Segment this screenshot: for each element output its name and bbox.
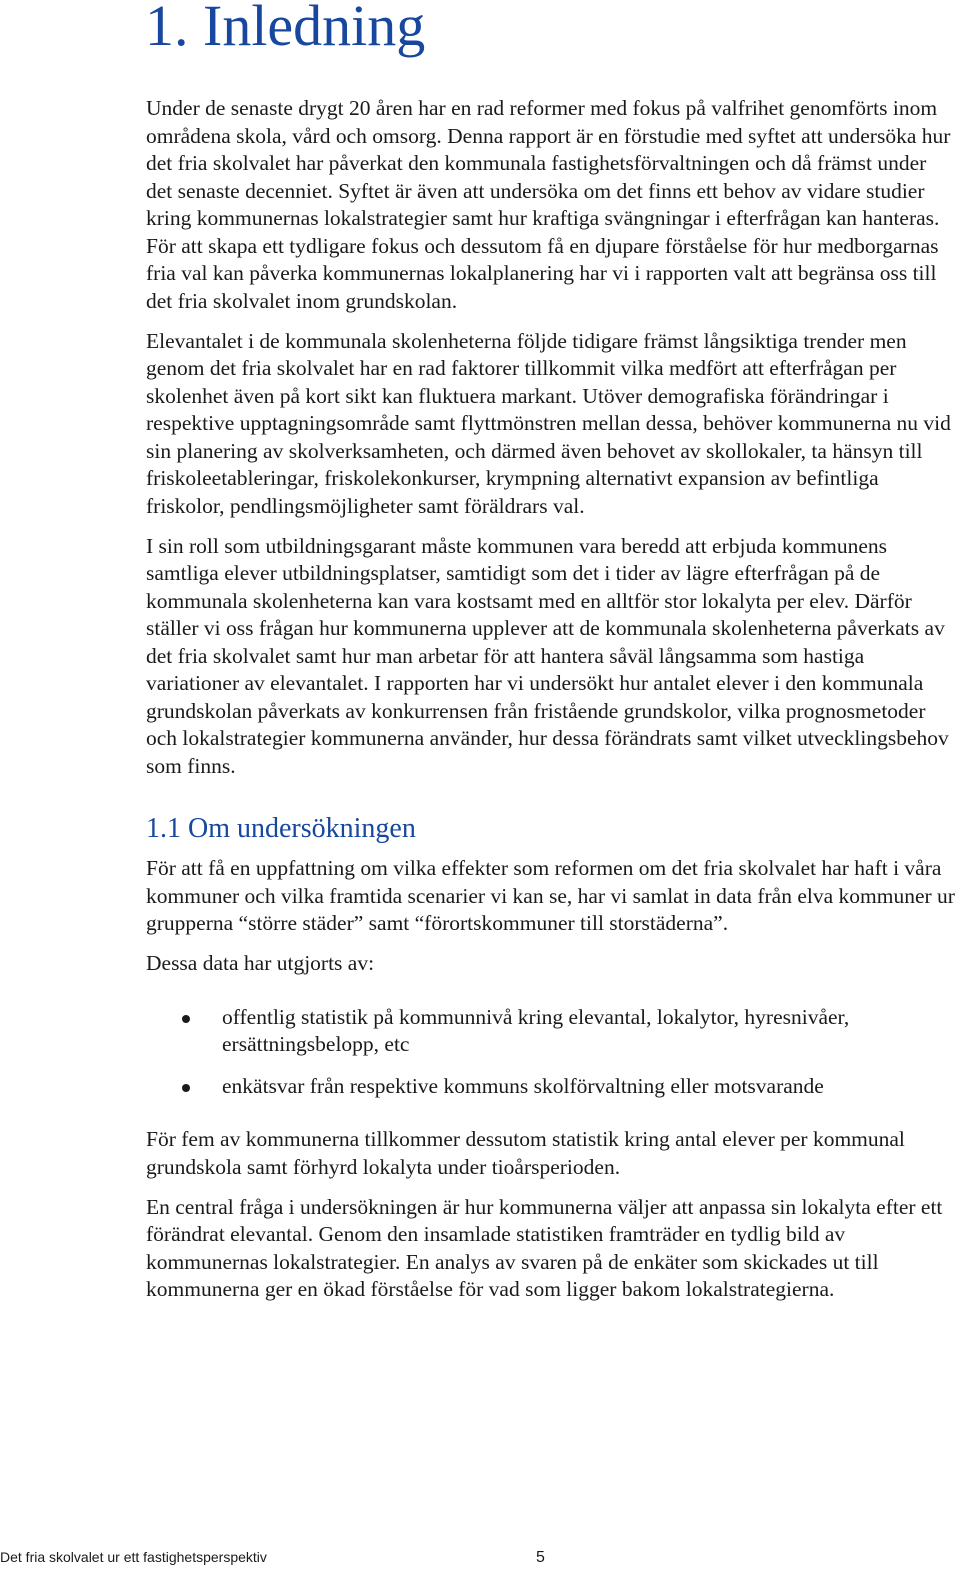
section-paragraph-4: En central fråga i undersökningen är hur kommunerna väljer att anpassa sin lokalyta efter ett förändrat elevantal. Genom den insamlade statistiken framträder en tydlig bild av kommunernas lokalstrategier. En analys av svaren på de enkäter som skickades ut till kommunerna ger en ökad förståelse för vad som ligger bakom lokalstrategierna. <box>146 1194 943 1301</box>
list-item-text: enkätsvar från respektive kommuns skolförvaltning eller motsvarande <box>222 1073 824 1098</box>
list-item <box>146 1004 956 1059</box>
intro-paragraph-2: Elevantalet i de kommunala skolenheterna följde tidigare främst långsiktiga trender men genom det fria skolvalet har en rad faktorer tillkommit vilka medfört att efterfrågan per skolenhet även på kort sikt kan fluktuera markant. Utöver demografiska förändringar i respektive upptagningsområde samt flyttmönstren mellan dessa, behöver kommunerna nu vid sin planering av skolverksamheten, och därmed även behovet av skollokaler, ta hänsyn till friskoleetableringar, friskolekonkurser, krympning alternativt expansion av befintliga friskolor, pendlingsmöjligheter samt föräldrars val. <box>146 328 951 518</box>
body-content <box>146 95 956 1316</box>
section-paragraph-3: För fem av kommunerna tillkommer dessutom statistik kring antal elever per kommunal grundskola samt förhyrd lokalyta under tioårsperioden. <box>146 1127 905 1179</box>
list-item-text: offentlig statistik på kommunnivå kring elevantal, lokalytor, hyresnivåer, ersättningsbelopp, etc <box>222 1004 850 1056</box>
footer-document-title: Det fria skolvalet ur ett fastighetsperspektiv <box>0 1549 267 1565</box>
list-item <box>146 1073 956 1101</box>
footer-page-number: 5 <box>536 1549 545 1566</box>
bullet-icon <box>182 1084 190 1092</box>
section-heading: 1.1 Om undersökningen <box>146 813 416 844</box>
bullet-icon <box>182 1015 190 1023</box>
section-paragraph-1: För att få en uppfattning om vilka effekter som reformen om det fria skolvalet har haft i våra kommuner och vilka framtida scenarier vi kan se, har vi samlat in data från elva kommuner ur grupperna “större städer” samt “förortskommuner till storstäderna”. <box>146 856 955 935</box>
chapter-heading: 1. Inledning <box>145 0 426 58</box>
intro-paragraph-1: Under de senaste drygt 20 åren har en rad reformer med fokus på valfrihet genomförts inom områdena skola, vård och omsorg. Denna rapport är en förstudie med syftet att undersöka hur det fria skolvalet har påverkat den kommunala fastighetsförvaltningen och då främst under det senaste decenniet. Syftet är även att undersöka om det finns ett behov av vidare studier kring kommunernas lokalstrategier samt hur kraftiga svängningar i efterfrågan kan hanteras. För att skapa ett tydligare fokus och dessutom få en djupare förståelse för hur medborgarnas fria val kan påverka kommunernas lokalplanering har vi i rapporten valt att begränsa oss till det fria skolvalet inom grundskolan. <box>146 96 951 313</box>
intro-paragraph-3: I sin roll som utbildningsgarant måste kommunen vara beredd att erbjuda kommunens samtliga elever utbildningsplatser, samtidigt som det i tider av lägre efterfrågan på de kommunala skolenheterna kan vara kostsamt med en alltför stor lokalyta per elev. Därför ställer vi oss frågan hur kommunerna upplever att de kommunala skolenheterna påverkats av det fria skolvalet samt hur man arbetar för att hantera såväl långsamma som hastiga variationer av elevantalet. I rapporten har vi undersökt hur antalet elever i den kommunala grundskolan påverkats av konkurrensen från fristående grundskolor, vilka prognosmetoder och lokalstrategier kommunerna använder, hur dessa förändrats samt vilket utvecklingsbehov som finns. <box>146 533 949 778</box>
section-paragraph-2: Dessa data har utgjorts av: <box>146 951 375 975</box>
bullet-list <box>146 1004 956 1101</box>
